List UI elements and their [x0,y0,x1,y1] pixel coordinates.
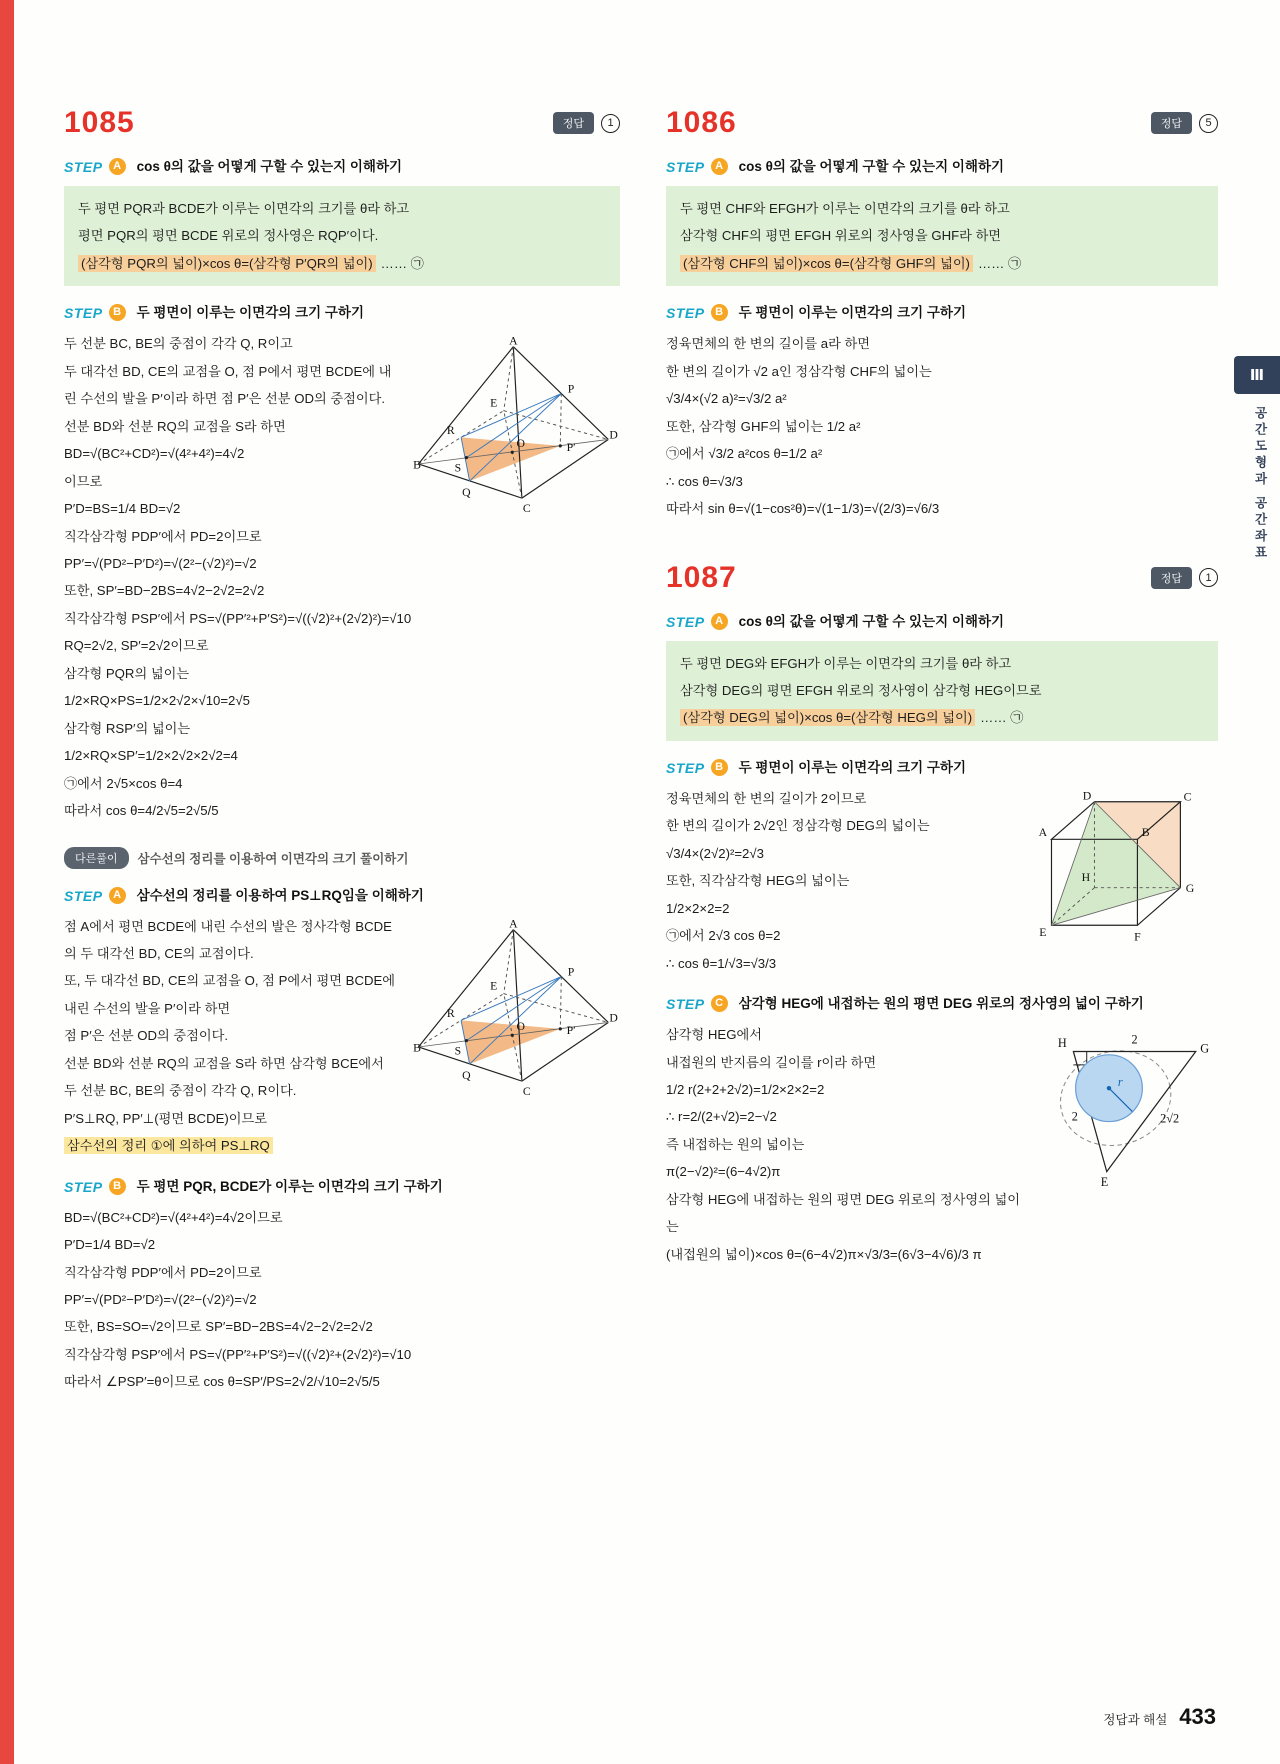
problem-1087 [666,561,1218,1269]
step-letter-badge: B [711,759,728,776]
vertex-label: R [446,424,455,438]
concept-box [666,186,1218,286]
box-line: 삼각형 CHF의 평면 EFGH 위로의 정사영을 GHF라 하면 [680,228,1002,244]
body-line: 또한, SP′=BD−2BS=4√2−2√2=2√2 [64,583,265,599]
body-line: BD=√(BC²+CD²)=√(4²+4²)=4√2 [64,446,245,462]
body-line: 1/2×RQ×SP′=1/2×2√2×2√2=4 [64,748,238,764]
vertex-label: E [490,396,498,410]
step-letter-badge: C [711,995,728,1012]
body-line: ∴ cos θ=1/√3=√3/3 [666,955,777,971]
problem-1086 [666,106,1218,523]
box-line: 두 평면 DEG와 EFGH가 이루는 이면각의 크기를 θ라 하고 [680,655,1012,671]
step-label: STEP [666,759,705,776]
vertex-label: C [522,1084,531,1098]
key-formula: (삼각형 CHF의 넓이)×cos θ=(삼각형 GHF의 넓이) [680,255,973,272]
left-column [64,106,620,1398]
body-line: 점 P′은 선분 OD의 중점이다. [64,1028,229,1044]
step-letter-badge: A [109,158,126,175]
body-line: P′S⊥RQ, PP′⊥(평면 BCDE)이므로 [64,1110,267,1126]
box-line: 두 평면 CHF와 EFGH가 이루는 이면각의 크기를 θ라 하고 [680,201,1010,216]
answer-badge: 정답 [1151,112,1192,134]
vertex-label: P′ [566,1023,576,1037]
body-line: P′D=1/4 BD=√2 [64,1237,156,1253]
body-line: 따라서 cos θ=4/2√5=2√5/5 [64,803,219,819]
body-line: 직각삼각형 PSP′에서 PS=√(PP′²+P′S²)=√((√2)²+(2√2)²)=√10 [64,610,412,626]
body-line: 선분 BD와 선분 RQ의 교점을 S라 하면 삼각형 BCE에서 두 선분 BC, BE의 중점이 각각 Q, R이다. [64,1055,384,1099]
length-label: 2√2 [1160,1111,1180,1126]
step-label: STEP [666,613,705,630]
box-line: 삼각형 DEG의 평면 EFGH 위로의 정사영이 삼각형 HEG이므로 [680,682,1042,698]
problem-header [666,106,1218,140]
step-title: cos θ의 값을 어떻게 구할 수 있는지 이해하기 [738,613,1005,629]
body-line: 직각삼각형 PDP′에서 PD=2이므로 [64,1264,262,1280]
box-line: 평면 PQR의 평면 BCDE 위로의 정사영은 RQP′이다. [78,228,379,244]
step-header-a [64,158,620,176]
problem-header [666,561,1218,595]
step-header-a [666,613,1218,631]
solution-body [666,330,1218,522]
body-line: 정육면체의 한 변의 길이를 a라 하면 [666,336,871,352]
box-line: 두 평면 PQR과 BCDE가 이루는 이면각의 크기를 θ라 하고 [78,201,410,216]
step-header-a [666,158,1218,176]
body-line: BD=√(BC²+CD²)=√(4²+4²)=4√2이므로 [64,1209,283,1225]
step-letter-badge: A [109,887,126,904]
vertex-label: P [567,382,575,396]
vertex-label: B [413,1040,421,1054]
vertex-label: S [454,1043,462,1057]
vertex-label: P′ [566,441,576,455]
vertex-label: H [1081,870,1091,885]
step-title: cos θ의 값을 어떻게 구할 수 있는지 이해하기 [136,159,403,174]
problem-1085 [64,106,620,1396]
concept-box [666,641,1218,741]
body-line [64,1132,620,1159]
cube-diagram [1030,791,1218,950]
body-lines [666,330,1218,522]
theorem-highlight: 삼수선의 정리 ①에 의하여 PS⊥RQ [64,1137,273,1154]
body-line: 두 대각선 BD, CE의 교점을 O, 점 P에서 평면 BCDE에 내린 수선의 발을 P′이라 하면 점 P′은 선분 OD의 중점이다. [64,363,392,407]
page-edge-strip [0,0,14,1764]
vertex-label: D [609,1010,618,1024]
vertex-label: D [1082,790,1092,803]
body-line: PP′=√(PD²−P′D²)=√(2²−(√2)²)=√2 [64,555,257,571]
box-line [680,704,1204,731]
body-line: 두 선분 BC, BE의 중점이 각각 Q, R이고 [64,336,293,352]
problem-header [64,106,620,140]
step-header-b [666,304,1218,322]
step-title: 두 평면이 이루는 이면각의 크기 구하기 [738,305,966,321]
body-line: π(2−√2)²=(6−4√2)π [666,1164,781,1180]
page-number: 433 [1179,1704,1216,1729]
answer-group [553,112,620,134]
step-letter-badge: A [711,158,728,175]
box-line [78,250,606,277]
body-lines [64,1204,620,1396]
step-letter-badge: B [109,1178,126,1195]
step-label: STEP [64,305,103,322]
vertex-label: A [1038,825,1048,840]
body-line: 삼각형 PQR의 넓이는 [64,665,190,681]
answer-badge: 정답 [1151,567,1192,589]
body-line: 따라서 ∠PSP′=θ이므로 cos θ=SP′/PS=2√2/√10=2√5/5 [64,1374,380,1390]
body-line: 내접원의 반지름의 길이를 r이라 하면 [666,1054,877,1070]
alt-solution-header [64,847,620,869]
problem-number: 1086 [666,106,737,139]
body-line: 1/2 r(2+2+2√2)=1/2×2×2=2 [666,1081,825,1097]
vertex-label: B [1141,825,1150,840]
alt-step-header-b [64,1178,620,1196]
body-line: 또한, 직각삼각형 HEG의 넓이는 [666,873,850,889]
body-line: 직각삼각형 PDP′에서 PD=2이므로 [64,528,262,544]
answer-number: 1 [1199,568,1218,587]
body-line: 삼각형 RSP′의 넓이는 [64,720,191,736]
step-title: 두 평면 PQR, BCDE가 이루는 이면각의 크기 구하기 [136,1178,443,1194]
step-letter-badge: B [711,304,728,321]
right-column [666,106,1218,1270]
footer-label: 정답과 해설 [1103,1713,1168,1727]
chapter-title: 공간도형과 공간좌표 [1253,406,1267,562]
vertex-label: R [446,1006,455,1020]
chapter-side-tab [1234,356,1280,562]
body-line: ∴ r=2/(2+√2)=2−√2 [666,1109,777,1125]
body-line: 또, 두 대각선 BD, CE의 교점을 O, 점 P에서 평면 BCDE에 내린 수선의 발을 P′이라 하면 [64,973,396,1016]
body-line: 따라서 sin θ=√(1−cos²θ)=√(1−1/3)=√(2/3)=√6/3 [666,501,940,517]
step-title: 두 평면이 이루는 이면각의 크기 구하기 [136,305,364,321]
vertex-label: Q [462,1068,471,1082]
vertex-label: O [516,1019,526,1033]
step-label: STEP [666,996,705,1013]
body-line: PP′=√(PD²−P′D²)=√(2²−(√2)²)=√2 [64,1291,257,1307]
page-footer [1103,1704,1216,1730]
step-label: STEP [64,887,103,904]
vertex-label: S [454,461,462,475]
solution-body [64,330,620,824]
step-label: STEP [666,159,705,175]
body-line: 선분 BD와 선분 RQ의 교점을 S라 하면 [64,418,286,434]
body-line: 즉 내접하는 원의 넓이는 [666,1136,805,1152]
body-line: 직각삼각형 PSP′에서 PS=√(PP′²+P′S²)=√((√2)²+(2√2)²)=√10 [64,1346,412,1362]
answer-number: 1 [601,114,620,133]
alt-solution-badge: 다른풀이 [64,847,129,869]
body-line: ㉠에서 2√3 cos θ=2 [666,928,781,944]
vertex-label: Q [462,486,471,500]
formula-ref: …… ㉠ [977,255,1022,271]
pyramid-diagram [412,336,620,519]
step-title: cos θ의 값을 어떻게 구할 수 있는지 이해하기 [738,159,1005,174]
vertex-label: G [1200,1041,1210,1056]
box-line [680,250,1204,277]
vertex-label: E [1100,1175,1109,1190]
alt-solution-title: 삼수선의 정리를 이용하여 이면각의 크기 풀이하기 [137,851,409,866]
vertex-label: D [609,428,618,442]
vertex-label: G [1185,880,1195,895]
vertex-label: H [1057,1036,1067,1051]
concept-box [64,186,620,286]
body-line: 1/2×RQ×PS=1/2×2√2×√10=2√5 [64,693,250,709]
body-line: ㉠에서 2√5×cos θ=4 [64,775,183,791]
radius-label: r [1117,1075,1123,1090]
alt-step-header-a [64,887,620,905]
vertex-label: A [509,336,518,348]
formula-ref: …… ㉠ [980,710,1024,726]
key-formula: (삼각형 DEG의 넓이)×cos θ=(삼각형 HEG의 넓이) [680,709,975,726]
body-line: 삼각형 HEG에 내접하는 원의 평면 DEG 위로의 정사영의 넓이는 [666,1191,1020,1235]
body-line: 한 변의 길이가 √2 a인 정삼각형 CHF의 넓이는 [666,363,932,379]
pyramid-diagram [412,919,620,1102]
chapter-roman-numeral: Ⅲ [1234,356,1280,394]
body-line: ∴ cos θ=√3/3 [666,473,743,489]
body-line: √3/4×(√2 a)²=√3/2 a² [666,391,787,407]
answer-number: 5 [1199,114,1218,133]
answer-group [1151,112,1218,134]
step-header-b [64,304,620,322]
length-label: 2 [1071,1109,1078,1124]
step-header-b [666,759,1218,777]
vertex-label: E [1039,924,1047,939]
alt-solution-body-a [64,913,620,1160]
answer-group [1151,567,1218,589]
solution-body-c [666,1021,1218,1268]
body-line: 정육면체의 한 변의 길이가 2이므로 [666,790,867,806]
vertex-label: F [1134,929,1141,944]
step-title: 삼각형 HEG에 내접하는 원의 평면 DEG 위로의 정사영의 넓이 구하기 [738,996,1144,1012]
body-line: 점 A에서 평면 BCDE에 내린 수선의 발은 정사각형 BCDE의 두 대각선 BD, CE의 교점이다. [64,918,392,961]
step-header-c [666,995,1218,1013]
body-line: P′D=BS=1/4 BD=√2 [64,501,181,517]
key-formula: (삼각형 PQR의 넓이)×cos θ=(삼각형 P′QR의 넓이) [78,255,376,272]
formula-ref: …… ㉠ [380,255,424,271]
vertex-label: A [509,918,518,931]
length-label: 2 [1131,1032,1138,1047]
body-line: 1/2×2×2=2 [666,900,730,916]
body-line: RQ=2√2, SP′=2√2이므로 [64,638,209,654]
incircle-diagram [1040,1027,1218,1192]
vertex-label: O [516,437,526,451]
step-title: 두 평면이 이루는 이면각의 크기 구하기 [738,759,966,775]
answer-badge: 정답 [553,112,594,134]
step-letter-badge: B [109,304,126,321]
vertex-label: B [413,458,421,472]
problem-number: 1085 [64,106,135,139]
body-line: 또한, 삼각형 GHF의 넓이는 1/2 a² [666,418,861,434]
step-letter-badge: A [711,613,728,630]
vertex-label: C [522,502,531,516]
body-line: √3/4×(2√2)²=2√3 [666,845,764,861]
vertex-label: P [567,965,575,979]
step-label: STEP [64,1178,103,1195]
solution-body-b [666,785,1218,977]
body-line: 또한, BS=SO=√2이므로 SP′=BD−2BS=4√2−2√2=2√2 [64,1319,373,1335]
step-label: STEP [64,159,103,175]
problem-number: 1087 [666,560,737,594]
step-title: 삼수선의 정리를 이용하여 PS⊥RQ임을 이해하기 [136,887,424,903]
body-line: 삼각형 HEG에서 [666,1027,762,1043]
body-line: ㉠에서 √3/2 a²cos θ=1/2 a² [666,446,823,462]
body-line: (내접원의 넓이)×cos θ=(6−4√2)π×√3/3=(6√3−4√6)/3 π [666,1246,982,1262]
alt-solution-body-b [64,1204,620,1396]
body-line: 이므로 [64,473,103,489]
vertex-label: C [1183,790,1192,804]
vertex-label: E [490,978,498,992]
step-label: STEP [666,305,705,322]
body-line: 한 변의 길이가 2√2인 정삼각형 DEG의 넓이는 [666,818,930,834]
